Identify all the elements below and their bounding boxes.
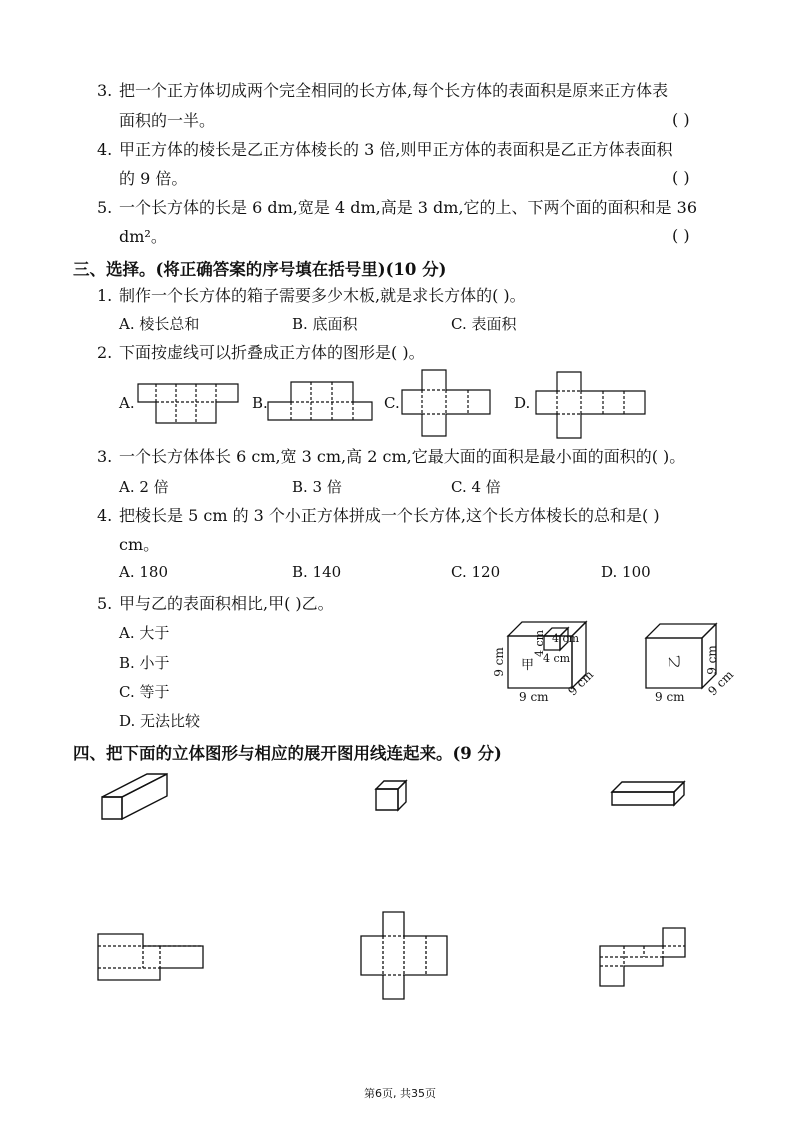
- page-footer: 第6页, 共35页: [364, 1087, 436, 1100]
- answer-blank[interactable]: ( ): [672, 110, 690, 129]
- label-4cm-side: 4 cm: [533, 629, 547, 658]
- question-number: 3.: [97, 81, 113, 100]
- question-text: 制作一个长方体的箱子需要多少木板,就是求长方体的( )。: [119, 286, 526, 305]
- label-9cm-side-yi: 9 cm: [704, 645, 719, 675]
- net-cross-figure: [361, 912, 447, 999]
- mc-q3: [97, 446, 685, 468]
- question-number: 5.: [97, 198, 113, 217]
- question-number: 2.: [97, 343, 113, 362]
- net-step-figure: [600, 928, 685, 986]
- question-number: 4.: [97, 506, 113, 525]
- net-d-figure: [536, 372, 645, 438]
- option-a[interactable]: A. 棱长总和: [119, 315, 200, 333]
- answer-blank[interactable]: ( ): [672, 226, 690, 245]
- question-text: 一个长方体体长 6 cm,宽 3 cm,高 2 cm,它最大面的面积是最小面的面积的( )。: [119, 447, 686, 466]
- question-number: 5.: [97, 594, 113, 613]
- option-a[interactable]: A. 180: [119, 563, 168, 581]
- option-d[interactable]: D.: [514, 394, 531, 412]
- label-jia: 甲: [521, 658, 535, 673]
- net-b-figure: [268, 382, 372, 420]
- option-a[interactable]: A.: [119, 394, 135, 412]
- net-c-figure: [402, 370, 490, 436]
- option-b[interactable]: B.: [252, 394, 268, 412]
- net-a-figure: [138, 384, 238, 423]
- option-d[interactable]: D. 无法比较: [119, 712, 201, 730]
- question-number: 4.: [97, 140, 113, 159]
- option-c[interactable]: C.: [384, 394, 400, 412]
- label-9cm-bottom-yi: 9 cm: [655, 690, 685, 704]
- label-4cm-bottom: 4 cm: [543, 652, 571, 665]
- option-b[interactable]: B. 底面积: [292, 315, 358, 333]
- net-long-figure: [98, 934, 203, 980]
- solid-long-prism-figure: [102, 774, 167, 819]
- option-b[interactable]: B. 3 倍: [292, 478, 342, 496]
- option-b[interactable]: B. 140: [292, 563, 342, 581]
- option-a[interactable]: A. 2 倍: [119, 478, 169, 496]
- mc-q4-line2: cm。: [119, 535, 160, 554]
- tf-q3-line2: 面积的一半。: [119, 111, 216, 130]
- question-number: 1.: [97, 286, 113, 305]
- label-9cm-side-jia: 9 cm: [491, 647, 506, 677]
- option-c[interactable]: C. 120: [451, 563, 501, 581]
- question-text: 甲正方体的棱长是乙正方体棱长的 3 倍,则甲正方体的表面积是乙正方体表面积: [119, 140, 673, 159]
- tf-q5-line2: dm²。: [119, 227, 167, 246]
- option-c[interactable]: C. 表面积: [451, 315, 517, 333]
- option-a[interactable]: A. 大于: [119, 624, 170, 642]
- question-number: 3.: [97, 447, 113, 466]
- question-text: 把一个正方体切成两个完全相同的长方体,每个长方体的表面积是原来正方体表: [119, 81, 669, 100]
- label-9cm-depth-jia: 9 cm: [565, 667, 597, 699]
- answer-blank[interactable]: ( ): [672, 168, 690, 187]
- option-d[interactable]: D. 100: [601, 563, 651, 581]
- label-9cm-depth-yi: 9 cm: [705, 667, 737, 699]
- solid-cube-figure: [376, 781, 406, 810]
- option-c[interactable]: C. 等于: [119, 683, 170, 701]
- question-text: 把棱长是 5 cm 的 3 个小正方体拼成一个长方体,这个长方体棱长的总和是( ): [119, 506, 660, 525]
- solid-flat-box-figure: [612, 782, 684, 805]
- question-text: 甲与乙的表面积相比,甲( )乙。: [119, 594, 334, 613]
- question-text: 一个长方体的长是 6 dm,宽是 4 dm,高是 3 dm,它的上、下两个面的面积和是 36: [119, 198, 698, 217]
- label-yi: 乙: [668, 654, 684, 669]
- option-b[interactable]: B. 小于: [119, 654, 170, 672]
- mc-q4: [97, 505, 660, 527]
- question-text: 下面按虚线可以折叠成正方体的图形是( )。: [119, 343, 425, 362]
- label-9cm-bottom-jia: 9 cm: [519, 690, 549, 704]
- section-heading-choice: 三、选择。(将正确答案的序号填在括号里)(10 分): [73, 260, 447, 279]
- option-c[interactable]: C. 4 倍: [451, 478, 501, 496]
- mc-q5: [97, 593, 334, 615]
- tf-q4-line2: 的 9 倍。: [119, 169, 188, 188]
- label-4cm-top: 4 cm: [552, 632, 580, 645]
- section-heading-matching: 四、把下面的立体图形与相应的展开图用线连起来。(9 分): [73, 744, 502, 763]
